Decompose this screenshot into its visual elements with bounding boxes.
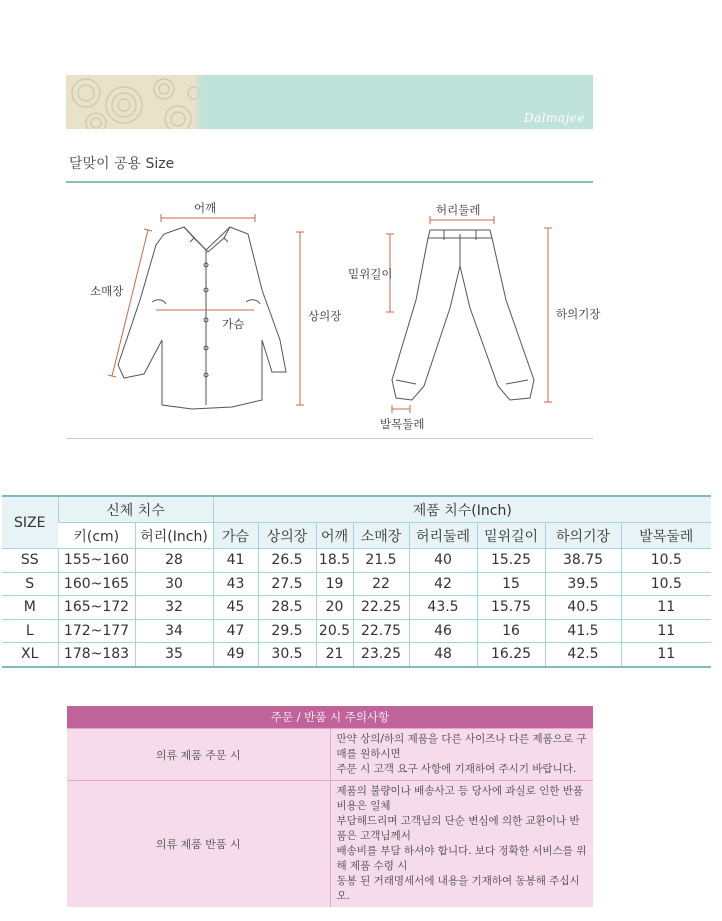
notice-line: 제품의 불량이나 배송사고 등 당사에 과실로 인한 반품비용은 일체	[336, 785, 584, 812]
body-measure-header: 신체 치수	[58, 496, 213, 523]
table-cell: 30.5	[258, 643, 316, 667]
table-cell: 43	[213, 572, 258, 596]
size-cell: S	[2, 572, 58, 596]
table-cell: 43.5	[409, 596, 477, 620]
notice-row-order	[67, 729, 593, 781]
notice-line: 배송비를 부담 하셔야 합니다. 보다 정확한 서비스를 위해 제품 수령 시	[336, 845, 587, 872]
notice-title: 주문 / 반품 시 주의사항	[67, 706, 593, 729]
table-cell: 29.5	[258, 619, 316, 643]
size-table	[2, 495, 711, 668]
size-cell: L	[2, 619, 58, 643]
table-cell: 47	[213, 619, 258, 643]
size-table-body	[2, 549, 711, 667]
table-cell: 35	[135, 643, 213, 667]
size-cell: SS	[2, 549, 58, 573]
table-cell: 30	[135, 572, 213, 596]
table-cell: 172~177	[58, 619, 135, 643]
table-cell: 41.5	[545, 619, 621, 643]
table-cell: 15.25	[477, 549, 545, 573]
table-cell: 18.5	[316, 549, 353, 573]
label-sleeve: 소매장	[90, 284, 124, 298]
table-cell: 40.5	[545, 596, 621, 620]
label-top-length: 상의장	[308, 309, 342, 323]
column-header-row	[2, 523, 711, 549]
column-header: 허리(Inch)	[135, 523, 213, 549]
table-cell: 20.5	[316, 619, 353, 643]
table-cell: 28.5	[258, 596, 316, 620]
column-header: 키(cm)	[58, 523, 135, 549]
pants-drawing	[392, 230, 534, 400]
notice-label: 의류 제품 반품 시	[67, 781, 330, 908]
table-cell: 32	[135, 596, 213, 620]
page-title: 달맞이 공용 Size	[69, 156, 175, 172]
table-cell: 23.25	[353, 643, 409, 667]
column-header: 상의장	[258, 523, 316, 549]
column-header: 허리둘레	[409, 523, 477, 549]
table-cell: 39.5	[545, 572, 621, 596]
label-waist: 허리둘레	[436, 203, 481, 217]
table-cell: 26.5	[258, 549, 316, 573]
table-row	[2, 549, 711, 573]
table-cell: 15.75	[477, 596, 545, 620]
table-cell: 20	[316, 596, 353, 620]
table-cell: 16.25	[477, 643, 545, 667]
size-cell: XL	[2, 643, 58, 667]
table-cell: 15	[477, 572, 545, 596]
product-measure-header: 제품 치수(Inch)	[213, 496, 711, 523]
table-cell: 11	[621, 596, 711, 620]
table-cell: 46	[409, 619, 477, 643]
table-cell: 10.5	[621, 549, 711, 573]
size-cell: M	[2, 596, 58, 620]
table-cell: 48	[409, 643, 477, 667]
table-cell: 10.5	[621, 572, 711, 596]
label-shoulder: 어깨	[194, 201, 217, 215]
table-cell: 16	[477, 619, 545, 643]
table-cell: 42.5	[545, 643, 621, 667]
table-cell: 49	[213, 643, 258, 667]
table-cell: 40	[409, 549, 477, 573]
label-rise: 밑위길이	[348, 267, 393, 281]
label-ankle: 발목둘레	[380, 417, 425, 431]
table-cell: 21	[316, 643, 353, 667]
table-cell: 28	[135, 549, 213, 573]
table-cell: 21.5	[353, 549, 409, 573]
table-cell: 34	[135, 619, 213, 643]
table-cell: 178~183	[58, 643, 135, 667]
table-cell: 155~160	[58, 549, 135, 573]
column-header: 소매장	[353, 523, 409, 549]
table-cell: 22.75	[353, 619, 409, 643]
table-cell: 41	[213, 549, 258, 573]
notice-line: 부담해드리며 고객님의 단순 변심에 의한 교환이나 반품은 고객님께서	[336, 815, 580, 842]
notice-text	[330, 729, 593, 781]
banner	[66, 75, 593, 129]
figure-divider	[66, 438, 593, 439]
table-cell: 38.75	[545, 549, 621, 573]
table-row	[2, 572, 711, 596]
table-cell: 22	[353, 572, 409, 596]
table-cell: 165~172	[58, 596, 135, 620]
table-row	[2, 619, 711, 643]
column-header: 하의기장	[545, 523, 621, 549]
title-divider	[66, 181, 593, 183]
brand-logo: Dalmajee	[523, 111, 585, 125]
column-header: 밑위길이	[477, 523, 545, 549]
pattern-graphic	[66, 75, 593, 129]
table-cell: 27.5	[258, 572, 316, 596]
table-cell: 11	[621, 643, 711, 667]
table-cell: 19	[316, 572, 353, 596]
label-chest: 가슴	[222, 317, 245, 331]
size-diagram	[66, 190, 601, 439]
notice-row-return	[67, 781, 593, 908]
notice-text	[330, 781, 593, 908]
label-bottom-length: 하의기장	[556, 307, 601, 321]
table-cell: 11	[621, 619, 711, 643]
column-header: 발목둘레	[621, 523, 711, 549]
notice-line: 동봉 된 거래명세서에 내용을 기재하여 동봉해 주십시오.	[336, 875, 580, 902]
table-row	[2, 596, 711, 620]
notice-label: 의류 제품 주문 시	[67, 729, 330, 781]
jacket-drawing	[118, 227, 286, 409]
table-cell: 22.25	[353, 596, 409, 620]
size-header: SIZE	[2, 496, 58, 549]
table-row	[2, 643, 711, 667]
notice-line: 주문 시 고객 요구 사항에 기재하여 주시기 바랍니다.	[336, 763, 577, 775]
column-header: 가슴	[213, 523, 258, 549]
order-return-notice	[67, 706, 593, 907]
column-header: 어깨	[316, 523, 353, 549]
table-cell: 160~165	[58, 572, 135, 596]
table-cell: 42	[409, 572, 477, 596]
table-cell: 45	[213, 596, 258, 620]
notice-line: 만약 상의/하의 제품을 다른 사이즈나 다른 제품으로 구매를 원하시면	[336, 733, 587, 760]
